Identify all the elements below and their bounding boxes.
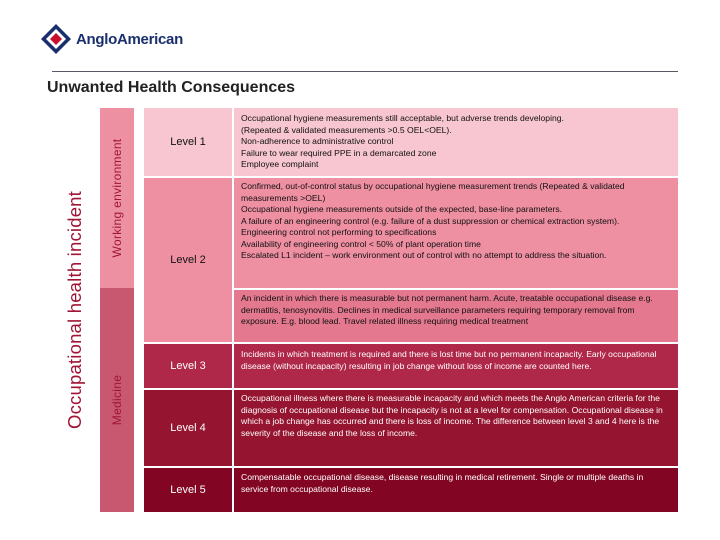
level-1-label: Level 1 xyxy=(170,136,206,148)
level-3-text: Incidents in which treatment is required and there is lost time but no permanent incapacity. Early occupational disease (without incapacity) resulting in job change without loss of income are counted here. xyxy=(241,349,657,371)
level-1-line: (Repeated & validated measurements >0.5 OEL<OEL). xyxy=(241,124,452,135)
occupational-incident-band xyxy=(52,108,98,512)
anglo-american-logo-icon xyxy=(40,23,72,55)
level-4-cell xyxy=(144,390,232,466)
working-environment-band xyxy=(100,108,134,288)
level-5-cell xyxy=(144,468,232,512)
level-2-medicine-description xyxy=(234,290,678,342)
level-2-line: A failure of an engineering control (e.g. failure of a dust suppression or chemical extraction system). xyxy=(241,215,620,226)
level-5-description xyxy=(234,468,678,512)
level-3-description xyxy=(234,344,678,388)
occupational-incident-label: Occupational health incident xyxy=(64,190,85,430)
level-2-working-description xyxy=(234,178,678,288)
level-1-cell xyxy=(144,108,232,176)
level-5-text: Compensatable occupational disease, disease resulting in medical retirement. Single or multiple deaths in service from occupational disease. xyxy=(241,472,644,494)
level-4-label: Level 4 xyxy=(170,422,206,434)
page-title: Unwanted Health Consequences xyxy=(47,79,296,96)
company-logo xyxy=(40,22,183,56)
level-2-label: Level 2 xyxy=(170,254,206,266)
level-2-medicine-text: An incident in which there is measurable but not permanent harm. Acute, treatable occupational disease e.g. dermatitis, tenosynovitis. Declines in medical surveillance parameters requiring temporary removal from exposure. E.g. blood lead. Travel related illness requiring medical treatment xyxy=(241,293,653,326)
level-2-line: Confirmed, out-of-control status by occupational hygiene measurement trends (Repeated & validated measurements >OEL) xyxy=(241,181,625,203)
level-2-line: Escalated L1 incident – work environment out of control with no attempt to address the situation. xyxy=(241,250,607,260)
level-5-label: Level 5 xyxy=(170,484,206,496)
medicine-band xyxy=(100,288,134,512)
level-4-text: Occupational illness where there is measurable incapacity and which meets the Anglo American criteria for the diagnosis of occupational disease but the incapacity is not at a level for compensation. Occupational disease in which a job change has occurred and there is loss of income. The difference between level 3 and 4 here is the severity of the disease and the loss of income. xyxy=(241,393,663,438)
level-1-line: Failure to wear required PPE in a demarcated zone xyxy=(241,147,437,158)
level-1-description xyxy=(234,108,678,176)
working-environment-label: Working environment xyxy=(110,138,124,258)
level-2-cell xyxy=(144,178,232,342)
level-1-line: Employee complaint xyxy=(241,159,319,169)
medicine-label: Medicine xyxy=(110,374,124,426)
level-2-line: Availability of engineering control < 50% of plant operation time xyxy=(241,238,481,249)
level-1-line: Occupational hygiene measurements still acceptable, but adverse trends developing. xyxy=(241,113,564,123)
level-2-line: Occupational hygiene measurements outside of the expected, base-line parameters. xyxy=(241,204,563,214)
level-3-label: Level 3 xyxy=(170,360,206,372)
level-1-line: Non-adherence to administrative control xyxy=(241,136,394,146)
level-2-line: Engineering control not performing to specifications xyxy=(241,227,437,237)
brand-name: AngloAmerican xyxy=(76,30,183,48)
header-divider xyxy=(52,71,678,72)
level-4-description xyxy=(234,390,678,466)
level-3-cell xyxy=(144,344,232,388)
